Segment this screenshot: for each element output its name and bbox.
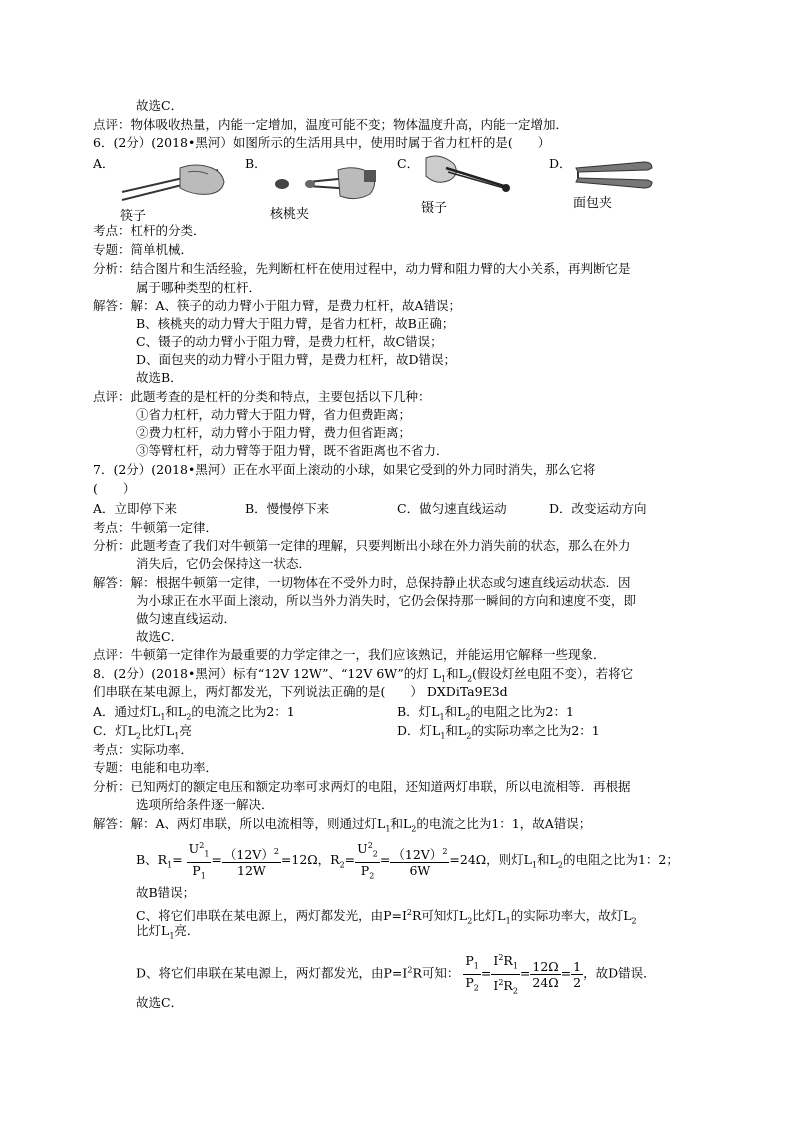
text-line: ①省力杠杆，动力臂大于阻力臂，省力但费距离； <box>136 407 412 422</box>
text-line: 为小球正在水平面上滚动，所以当外力消失时，它仍会保持那一瞬间的方向和速度不变，即 <box>136 593 637 608</box>
text-line: ③等臂杠杆，动力臂等于阻力臂，既不省距离也不省力． <box>136 443 449 458</box>
text-line: 点评：此题考查的是杠杆的分类和特点，主要包括以下几种： <box>93 389 431 404</box>
text-line: 故选B． <box>136 370 183 385</box>
text-line: 考点：牛顿第一定律． <box>93 520 219 535</box>
text-line: 属于哪种类型的杠杆． <box>136 280 262 295</box>
text-line: 选项所给条件逐一解决． <box>136 797 274 812</box>
q8-option-a: A．通过灯$L_1$和$L_2$的电流之比为2：1 <box>93 704 295 722</box>
q6-option-b: B． <box>245 156 267 171</box>
question-8-title: 8．(2分）(2018•黑河）标有“12V 12W”、“12V 6W”的灯 $L_1$和$L_2$(假设灯丝电阻不变），若将它 <box>93 666 634 684</box>
watermark-code: DXDiTa9E3d <box>426 684 508 699</box>
formula-resistance: B、$R_1=$ $\frac{U^2_1}{P_1}$ = $\frac{(12V)^2}{12W}$ =12Ω，$R_2=$ $\frac{U^2_2}{P_2}$ = $\frac{(12V)^2}{6W}$ =24Ω，则灯$L_1$和$L_2$的电阻之比为1：2； <box>136 838 679 883</box>
text-line: 解答：解：A、筷子的动力臂小于阻力臂，是费力杠杆，故A错误； <box>93 298 462 313</box>
q8-option-c: C．灯$L_2$比灯$L_1$亮 <box>93 723 192 741</box>
text-line: 考点：实际功率． <box>93 742 194 757</box>
text-line: 故选C． <box>136 629 184 644</box>
q6-option-d: D． <box>549 156 572 171</box>
text-line: 分析：此题考查了我们对牛顿第一定律的理解，只要判断出小球在外力消失前的状态，那么在外力 <box>93 538 631 553</box>
text-line: 故选C． <box>136 995 184 1010</box>
q7-option-d: D．改变运动方向 <box>549 501 647 516</box>
question-7-title: 7．(2分）(2018•黑河）正在水平面上滚动的小球，如果它受到的外力同时消失，那么它将 <box>93 462 596 477</box>
q6-option-c: C． <box>397 156 420 171</box>
text-line: D、面包夹的动力臂小于阻力臂，是费力杠杆，故D错误； <box>136 352 457 367</box>
q8-option-b: B．灯$L_1$和$L_2$的电阻之比为2：1 <box>397 704 574 722</box>
bread-tongs-image <box>572 160 654 190</box>
nutcracker-image <box>268 160 380 204</box>
text-line: 解答：解：根据牛顿第一定律，一切物体在不受外力时，总保持静止状态或匀速直线运动状态．因 <box>93 575 631 590</box>
q8-option-d: D．灯$L_1$和$L_2$的实际功率之比为2：1 <box>397 723 600 741</box>
q7-option-c: C．做匀速直线运动 <box>397 501 507 516</box>
text-line: B、核桃夹的动力臂大于阻力臂，是省力杠杆，故B正确； <box>136 316 455 331</box>
text-line: 分析：结合图片和生活经验，先判断杠杆在使用过程中，动力臂和阻力臂的大小关系，再判断它是 <box>93 261 631 276</box>
question-6-title: 6．(2分）(2018•黑河）如图所示的生活用具中，使用时属于省力杠杆的是( ） <box>93 135 551 150</box>
text-line: 专题：简单机械． <box>93 242 194 257</box>
q7-option-a: A．立即停下来 <box>93 501 178 516</box>
caption-bread-tongs: 面包夹 <box>573 196 613 211</box>
formula-power-ratio: D、将它们串联在某电源上，两灯都发光，由$P=I^2R$可知： $\frac{P_1}{P_2}$ = $\frac{I^2R_1}{I^2R_2}$ = $\frac{12\Omega}{24\Omega}$ = $\frac{1}{2}$ ，故D错误． <box>136 950 656 998</box>
tweezers-image <box>418 152 518 196</box>
chopsticks-image <box>118 162 228 204</box>
text-line: 消失后，它仍会保持这一状态． <box>136 556 312 571</box>
text-line: 做匀速直线运动． <box>136 611 237 626</box>
text-line: 考点：杠杆的分类． <box>93 223 206 238</box>
text-line: 比灯$L_1$亮． <box>136 923 200 941</box>
caption-nutcracker: 核桃夹 <box>270 207 310 222</box>
q7-option-b: B．慢慢停下来 <box>245 501 330 516</box>
text-line: 故选C． <box>136 98 184 113</box>
text-line: C、将它们串联在某电源上，两灯都发光，由$P=I^2R$可知灯$L_2$比灯$L_1$的实际功率大，故灯$L_2$ <box>136 908 637 926</box>
text-line: 分析：已知两灯的额定电压和额定功率可求两灯的电阻，还知道两灯串联，所以电流相等．再根据 <box>93 779 631 794</box>
text-line: 解答：解：A、两灯串联，所以电流相等，则通过灯$L_1$和$L_2$的电流之比为1：1，故A错误； <box>93 816 592 834</box>
q6-option-a: A． <box>93 156 115 171</box>
text-line: 点评：牛顿第一定律作为最重要的力学定律之一，我们应该熟记，并能运用它解释一些现象． <box>93 647 606 662</box>
caption-tweezers: 镊子 <box>421 201 448 216</box>
text-line: 故B错误； <box>136 885 196 900</box>
text-line: 们串联在某电源上，两灯都发光，下列说法正确的是( ） DXDiTa9E3d <box>93 684 508 699</box>
text-line: C、镊子的动力臂小于阻力臂，是费力杠杆，故C错误； <box>136 334 443 349</box>
text-line: ( ） <box>93 481 136 496</box>
text-line: 点评：物体吸收热量，内能一定增加，温度可能不变；物体温度升高，内能一定增加． <box>93 117 569 132</box>
text-line: ②费力杠杆，动力臂小于阻力臂，费力但省距离； <box>136 425 412 440</box>
text-line: 专题：电能和电功率． <box>93 760 219 775</box>
caption-chopsticks: 筷子 <box>120 209 147 224</box>
